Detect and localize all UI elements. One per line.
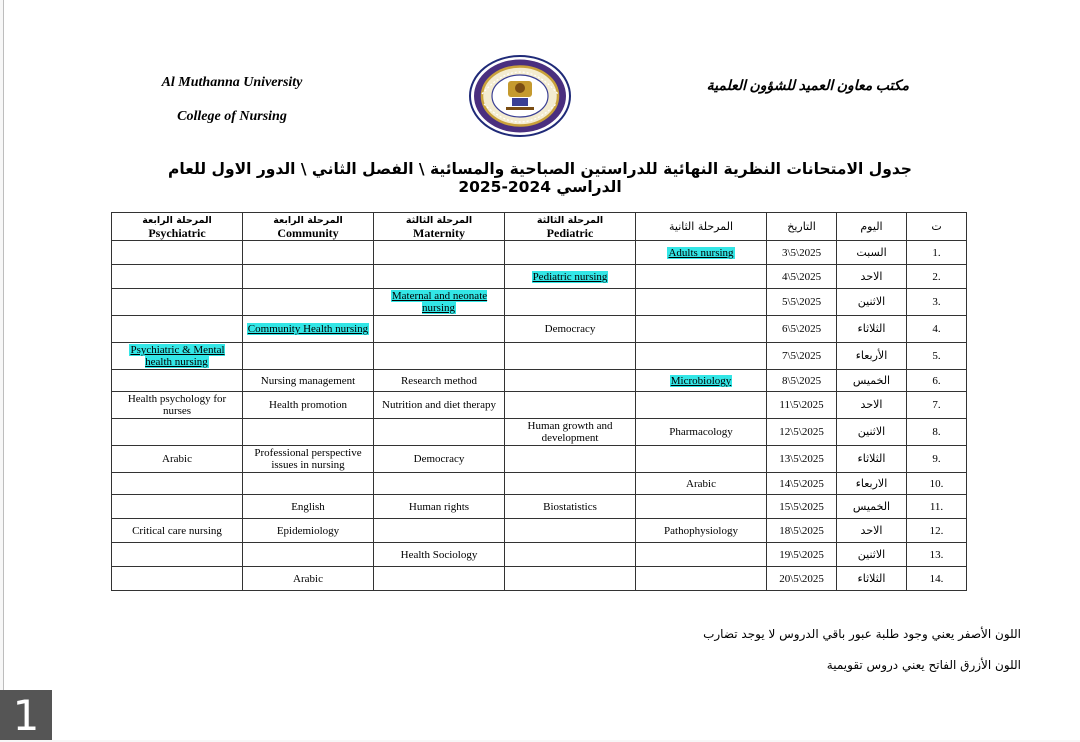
cell-ped: Human growth and development — [505, 419, 636, 446]
header-date: التاريخ — [767, 213, 837, 241]
cell-date: 2025\5\19 — [767, 543, 837, 567]
table-row — [112, 343, 967, 370]
cell-mat — [374, 419, 505, 446]
exam-schedule-table — [111, 212, 967, 591]
cell-comm: Epidemiology — [243, 519, 374, 543]
cell-mat — [374, 241, 505, 265]
cell-second: Arabic — [636, 473, 767, 495]
cell-comm: Health promotion — [243, 392, 374, 419]
cell-day: الاحد — [837, 265, 907, 289]
header-psychiatric: المرحلة الرابعة Psychiatric — [112, 213, 243, 241]
table-row — [112, 316, 967, 343]
cell-second — [636, 392, 767, 419]
header-pediatric: المرحلة الثالثة Pediatric — [505, 213, 636, 241]
header-community: المرحلة الرابعة Community — [243, 213, 374, 241]
cell-date: 2025\5\4 — [767, 265, 837, 289]
cell-date: 2025\5\18 — [767, 519, 837, 543]
cell-num: 10. — [907, 473, 967, 495]
cell-ped — [505, 370, 636, 392]
cell-psych — [112, 495, 243, 519]
cell-ped — [505, 265, 636, 289]
cell-comm — [243, 265, 374, 289]
cell-num: 6. — [907, 370, 967, 392]
cell-ped — [505, 241, 636, 265]
cell-comm: Arabic — [243, 567, 374, 591]
cell-date: 2025\5\7 — [767, 343, 837, 370]
cell-mat: Human rights — [374, 495, 505, 519]
cell-ped — [505, 473, 636, 495]
schedule-title: جدول الامتحانات النظرية النهائية للدراستين الصباحية والمسائية \ الفصل الثاني \ الدور الاول للعام الدراسي 2024-2025 — [168, 160, 912, 196]
table-row — [112, 446, 967, 473]
cell-mat — [374, 316, 505, 343]
highlighted-subject: Pediatric nursing — [532, 270, 608, 283]
cell-num: 11. — [907, 495, 967, 519]
cell-mat — [374, 567, 505, 591]
table-row — [112, 370, 967, 392]
cell-num: 13. — [907, 543, 967, 567]
cell-comm — [243, 419, 374, 446]
cell-second — [636, 316, 767, 343]
table-row — [112, 392, 967, 419]
cell-second — [636, 567, 767, 591]
table-row — [112, 419, 967, 446]
cell-num: 1. — [907, 241, 967, 265]
cell-date: 2025\5\6 — [767, 316, 837, 343]
table-row — [112, 289, 967, 316]
cell-mat — [374, 473, 505, 495]
cell-day: الاثنين — [837, 289, 907, 316]
table-header-row — [112, 213, 967, 241]
cell-day: الاثنين — [837, 419, 907, 446]
highlighted-subject: Maternal and neonate nursing — [391, 290, 488, 314]
cell-day: الأربعاء — [837, 343, 907, 370]
cell-psych: Health psychology for nurses — [112, 392, 243, 419]
cell-mat — [374, 265, 505, 289]
cell-psych — [112, 343, 243, 370]
cell-date: 2025\5\12 — [767, 419, 837, 446]
cell-ped — [505, 446, 636, 473]
cell-num: 9. — [907, 446, 967, 473]
cell-mat — [374, 289, 505, 316]
cell-ped — [505, 567, 636, 591]
cell-psych — [112, 241, 243, 265]
cell-num: 2. — [907, 265, 967, 289]
cell-date: 2025\5\5 — [767, 289, 837, 316]
table-row — [112, 567, 967, 591]
cell-num: 5. — [907, 343, 967, 370]
table-row — [112, 241, 967, 265]
cell-psych — [112, 316, 243, 343]
cell-comm — [243, 343, 374, 370]
cell-day: الاحد — [837, 392, 907, 419]
page-number-badge: 1 — [0, 690, 52, 740]
cell-num: 3. — [907, 289, 967, 316]
header-number: ت — [907, 213, 967, 241]
cell-ped — [505, 289, 636, 316]
cell-psych — [112, 370, 243, 392]
cell-day: الاحد — [837, 519, 907, 543]
cell-comm — [243, 316, 374, 343]
header-day: اليوم — [837, 213, 907, 241]
highlighted-subject: Psychiatric & Mental health nursing — [130, 344, 225, 368]
cell-second — [636, 289, 767, 316]
cell-psych — [112, 473, 243, 495]
cell-mat: Health Sociology — [374, 543, 505, 567]
cell-date: 2025\5\8 — [767, 370, 837, 392]
cell-date: 2025\5\20 — [767, 567, 837, 591]
cell-day: الثلاثاء — [837, 316, 907, 343]
cell-num: 7. — [907, 392, 967, 419]
university-block — [132, 66, 332, 134]
cell-mat: Research method — [374, 370, 505, 392]
cell-psych: Arabic — [112, 446, 243, 473]
cell-second — [636, 370, 767, 392]
cell-second: Pathophysiology — [636, 519, 767, 543]
cell-second — [636, 241, 767, 265]
cell-second — [636, 543, 767, 567]
cell-comm — [243, 289, 374, 316]
cell-second — [636, 265, 767, 289]
cell-psych — [112, 289, 243, 316]
cell-day: السبت — [837, 241, 907, 265]
cell-second — [636, 495, 767, 519]
cell-mat — [374, 519, 505, 543]
cell-date: 2025\5\15 — [767, 495, 837, 519]
cell-second: Pharmacology — [636, 419, 767, 446]
header-second-stage: المرحلة الثانية — [636, 213, 767, 241]
cell-date: 2025\5\11 — [767, 392, 837, 419]
cell-day: الثلاثاء — [837, 567, 907, 591]
table-row — [112, 265, 967, 289]
university-seal-icon — [468, 54, 572, 138]
cell-date: 2025\5\14 — [767, 473, 837, 495]
cell-ped — [505, 519, 636, 543]
cell-comm — [243, 473, 374, 495]
highlighted-subject: Adults nursing — [668, 246, 734, 259]
table-row — [112, 543, 967, 567]
highlighted-subject: Microbiology — [670, 374, 732, 387]
note-light-blue: اللون الأزرق الفاتح يعني دروس تقويمية — [826, 658, 1021, 672]
cell-second — [636, 446, 767, 473]
cell-ped: Democracy — [505, 316, 636, 343]
cell-comm — [243, 241, 374, 265]
cell-date: 2025\5\3 — [767, 241, 837, 265]
cell-day: الاثنين — [837, 543, 907, 567]
cell-ped — [505, 543, 636, 567]
cell-mat: Nutrition and diet therapy — [374, 392, 505, 419]
table-row — [112, 473, 967, 495]
college-name: College of Nursing — [177, 109, 287, 124]
cell-num: 14. — [907, 567, 967, 591]
cell-num: 8. — [907, 419, 967, 446]
cell-ped — [505, 343, 636, 370]
cell-psych — [112, 543, 243, 567]
note-yellow: اللون الأصفر يعني وجود طلبة عبور باقي الدروس لا يوجد تضارب — [703, 627, 1021, 641]
cell-day: الثلاثاء — [837, 446, 907, 473]
cell-ped: Biostatistics — [505, 495, 636, 519]
cell-comm: Nursing management — [243, 370, 374, 392]
document-page — [3, 0, 1080, 740]
cell-mat — [374, 343, 505, 370]
table-row — [112, 519, 967, 543]
cell-num: 4. — [907, 316, 967, 343]
cell-comm: Professional perspective issues in nursing — [243, 446, 374, 473]
cell-day: الخميس — [837, 495, 907, 519]
highlighted-subject: Community Health nursing — [247, 323, 369, 335]
cell-psych — [112, 419, 243, 446]
cell-date: 2025\5\13 — [767, 446, 837, 473]
cell-psych: Critical care nursing — [112, 519, 243, 543]
cell-comm: English — [243, 495, 374, 519]
cell-mat: Democracy — [374, 446, 505, 473]
cell-day: الخميس — [837, 370, 907, 392]
university-name: Al Muthanna University — [161, 75, 303, 90]
cell-psych — [112, 265, 243, 289]
cell-ped — [505, 392, 636, 419]
cell-psych — [112, 567, 243, 591]
cell-second — [636, 343, 767, 370]
table-row — [112, 495, 967, 519]
header-maternity: المرحلة الثالثة Maternity — [374, 213, 505, 241]
cell-num: 12. — [907, 519, 967, 543]
cell-day: الاربعاء — [837, 473, 907, 495]
cell-comm — [243, 543, 374, 567]
table-body — [112, 241, 967, 591]
office-name: مكتب معاون العميد للشؤون العلمية — [706, 79, 909, 94]
